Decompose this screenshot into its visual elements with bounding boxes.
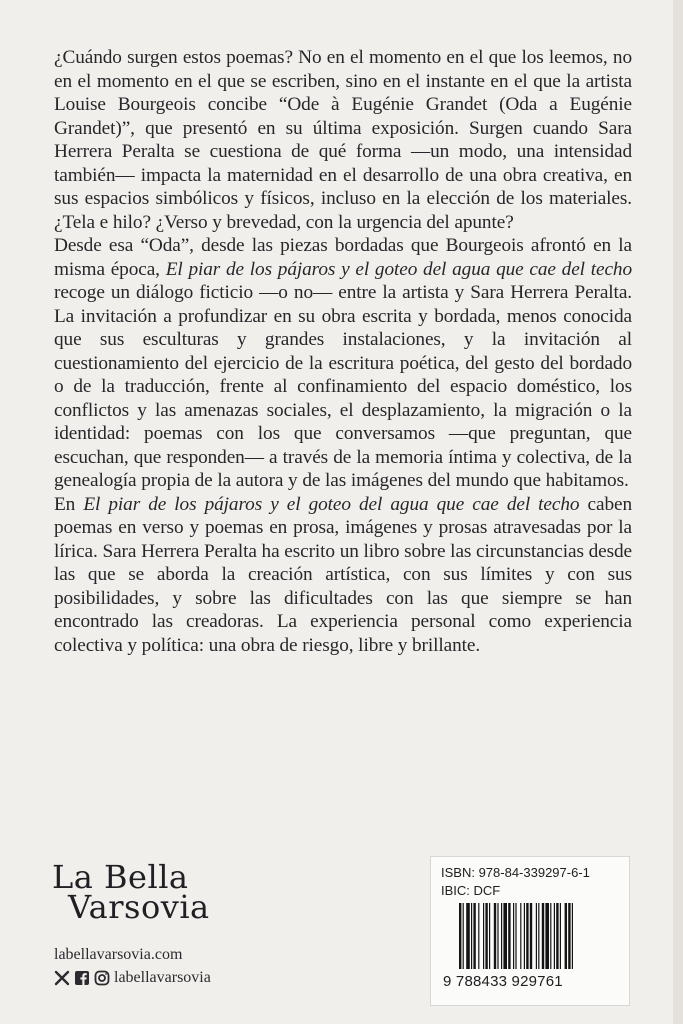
barcode-bar xyxy=(550,903,551,969)
blurb-paragraph-2 xyxy=(54,234,632,493)
barcode-bar xyxy=(501,903,502,969)
barcode-bar xyxy=(524,903,525,969)
barcode-bar xyxy=(556,903,558,969)
logo-line-2: Varsovia xyxy=(68,888,210,926)
barcode-bar xyxy=(508,903,510,969)
facebook-icon xyxy=(74,970,90,986)
barcode-bar xyxy=(466,903,470,969)
social-handle: labellavarsovia xyxy=(114,969,211,986)
barcode-bar xyxy=(494,903,496,969)
social-row xyxy=(54,969,211,987)
barcode-bar xyxy=(473,903,475,969)
publisher-website: labellavarsovia.com xyxy=(54,946,183,963)
barcode-bar xyxy=(513,903,514,969)
barcode-bar xyxy=(485,903,487,969)
blurb-p3-text-a: En xyxy=(54,493,84,515)
x-icon xyxy=(54,970,70,986)
barcode-bar xyxy=(565,903,567,969)
barcode-digits: 9 788433 929761 xyxy=(443,973,563,990)
barcode-bar xyxy=(568,903,570,969)
barcode-bar xyxy=(471,903,472,969)
back-cover-blurb xyxy=(54,46,632,657)
barcode-bar xyxy=(526,903,528,969)
barcode-bar xyxy=(478,903,479,969)
isbn-text: ISBN: 978-84-339297-6-1 xyxy=(441,865,590,880)
blurb-paragraph-1: ¿Cuándo surgen estos poemas? No en el momento en el que los leemos, no en el momento en el que se escriben, sino en el instante en el que la artista Louise Bourgeois concibe “Ode à Eugénie Grandet (Oda a Eugénie Grandet)”, que presentó en su última exposición. Surgen cuando Sara Herrera Peralta se cuestiona de qué forma —un modo, una intensidad también— impacta la maternidad en el desarrollo de una obra creativa, en sus espacios simbólicos y físicos, incluso en la elección de los materiales. ¿Tela e hilo? ¿Verso y brevedad, con la urgencia del apunte? xyxy=(54,47,632,233)
barcode-bar xyxy=(538,903,539,969)
logo-line-1: La Bella xyxy=(52,858,189,896)
barcode xyxy=(459,903,619,973)
barcode-bar xyxy=(483,903,484,969)
blurb-p3-text-b: caben poemas en verso y poemas en prosa, imágenes y prosas atravesadas por la lírica. Sara Herrera Peralta ha escrito un libro sobre las circunstancias desde las que se aborda la creación artística, con sus límites y con sus posibilidades, y sobre las dificultades con las que siempre se han encontrado las creadoras. La experiencia personal como experiencia colectiva y política: una obra de riesgo, libre y brillante. xyxy=(54,493,632,656)
barcode-bar xyxy=(572,903,573,969)
barcode-bar xyxy=(560,903,561,969)
barcode-bar xyxy=(503,903,507,969)
barcode-bar xyxy=(542,903,544,969)
book-title-italic: El piar de los pájaros y el goteo del agua que cae del techo xyxy=(83,493,580,515)
barcode-bar xyxy=(520,903,521,969)
ibic-text: IBIC: DCF xyxy=(441,883,501,898)
isbn-barcode-box xyxy=(430,856,630,1006)
publisher-logo xyxy=(52,858,210,926)
barcode-bar xyxy=(530,903,532,969)
blurb-paragraph-3 xyxy=(54,493,632,658)
page-edge xyxy=(673,0,683,1024)
barcode-bar xyxy=(489,903,490,969)
book-title-italic: El piar de los pájaros y el goteo del agua que cae del techo xyxy=(165,258,632,280)
barcode-bar xyxy=(463,903,464,969)
barcode-bar xyxy=(497,903,498,969)
barcode-bar xyxy=(554,903,555,969)
blurb-p2-text-a: Desde esa “Oda”, desde las piezas bordadas que Bourgeois afrontó en la misma época, xyxy=(54,235,632,280)
barcode-bar xyxy=(459,903,461,969)
barcode-bar xyxy=(536,903,537,969)
barcode-bar xyxy=(545,903,549,969)
blurb-p2-text-b: recoge un diálogo ficticio —o no— entre la artista y Sara Herrera Peralta. La invitación a profundizar en su obra escrita y bordada, menos conocida que sus esculturas y grandes instalaciones, y la invitación al cuestionamiento del ejercicio de la escritura poética, del gesto del bordado o de la traducción, frente al confinamiento del espacio doméstico, los conflictos y las amenazas sociales, el desplazamiento, la migración o la identidad: poemas con los que conversamos —que preguntan, que escuchan, que responden— a través de la memoria íntima y colectiva, de la genealogía propia de la autora y de las imágenes del mundo que habitamos. xyxy=(54,282,632,491)
barcode-bar xyxy=(515,903,516,969)
instagram-icon xyxy=(94,970,110,986)
